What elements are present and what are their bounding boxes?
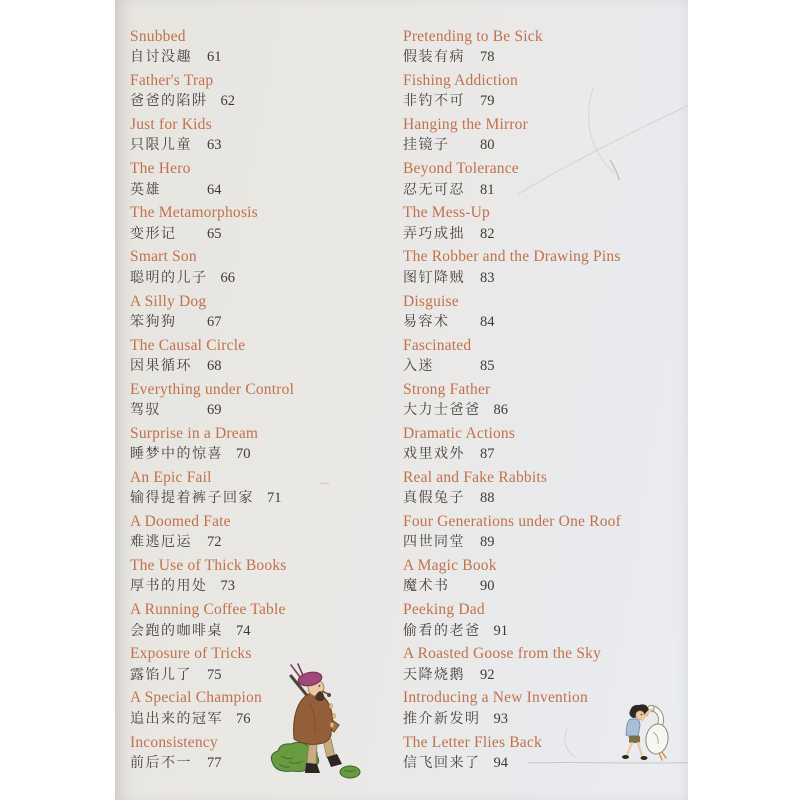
entry-title-zh: 爸爸的陷阱 — [130, 94, 208, 110]
entry-page-number: 74 — [236, 622, 251, 639]
entry-subtitle-row — [403, 753, 678, 774]
entry-page-number: 86 — [493, 402, 508, 419]
entry-page-number: 84 — [480, 313, 495, 330]
entry-page-number: 62 — [220, 93, 235, 110]
toc-entry — [403, 291, 678, 334]
entry-page-number: 93 — [493, 710, 508, 727]
toc-entry — [403, 599, 678, 642]
entry-subtitle-row — [130, 621, 405, 642]
toc-entry — [403, 423, 678, 466]
entry-page-number: 69 — [207, 402, 222, 419]
entry-title-en: Exposure of Tricks — [130, 645, 252, 663]
entry-title-en: Peeking Dad — [403, 601, 485, 619]
entry-title-zh: 只限儿童 — [130, 138, 192, 154]
entry-subtitle-row — [403, 356, 678, 377]
entry-subtitle-row — [403, 180, 678, 201]
entry-title-zh: 四世同堂 — [403, 535, 465, 551]
entry-title-zh: 睡梦中的惊喜 — [130, 447, 223, 463]
entry-title-zh: 露馅儿了 — [130, 667, 192, 683]
entry-subtitle-row — [130, 444, 405, 465]
entry-page-number: 75 — [207, 666, 222, 683]
toc-entry — [403, 643, 678, 686]
entry-subtitle-row — [130, 180, 405, 201]
toc-entry — [130, 158, 405, 201]
entry-subtitle-row — [130, 709, 405, 730]
entry-page-number: 61 — [207, 49, 222, 66]
entry-title-zh: 戏里戏外 — [403, 447, 465, 463]
entry-subtitle-row — [130, 576, 405, 597]
entry-title-en: Fascinated — [403, 336, 472, 354]
entry-page-number: 88 — [480, 490, 495, 507]
entry-title-en: The Hero — [130, 160, 191, 178]
entry-title-en: Inconsistency — [130, 733, 218, 751]
toc-entry — [130, 599, 405, 642]
toc-entry — [403, 246, 678, 289]
entry-title-zh: 魔术书 — [403, 579, 450, 595]
toc-entry — [403, 687, 678, 730]
entry-title-en: Four Generations under One Roof — [403, 513, 621, 531]
entry-title-en: Just for Kids — [130, 116, 212, 134]
toc-entry — [130, 291, 405, 334]
entry-title-en: Snubbed — [130, 28, 186, 45]
toc-entry — [130, 423, 405, 466]
entry-title-en: Beyond Tolerance — [403, 160, 519, 178]
toc-entry — [403, 158, 678, 201]
entry-title-en: Strong Father — [403, 380, 491, 398]
toc-entry — [403, 70, 678, 113]
entry-title-en: Pretending to Be Sick — [403, 28, 543, 45]
entry-title-zh: 弄巧成拙 — [403, 226, 465, 242]
entry-subtitle-row — [130, 268, 405, 289]
entry-title-zh: 忍无可忍 — [403, 182, 465, 198]
entry-title-zh: 会跑的咖啡桌 — [130, 623, 223, 639]
entry-subtitle-row — [403, 532, 678, 553]
entry-page-number: 67 — [207, 313, 222, 330]
toc-entry — [403, 202, 678, 245]
entry-title-en: A Silly Dog — [130, 292, 207, 310]
entry-subtitle-row — [403, 576, 678, 597]
toc-entry — [403, 467, 678, 510]
entry-title-zh: 真假兔子 — [403, 491, 465, 507]
entry-page-number: 63 — [207, 137, 222, 154]
entry-title-en: A Roasted Goose from the Sky — [403, 645, 602, 663]
entry-page-number: 90 — [480, 578, 495, 595]
entry-page-number: 87 — [480, 446, 495, 463]
toc-column-left — [130, 26, 405, 776]
entry-subtitle-row — [403, 312, 678, 333]
entry-title-zh: 假装有病 — [403, 50, 465, 66]
entry-page-number: 89 — [480, 534, 495, 551]
entry-subtitle-row — [130, 356, 405, 377]
entry-subtitle-row — [403, 621, 678, 642]
entry-title-zh: 大力士爸爸 — [403, 403, 481, 419]
toc-entry — [130, 379, 405, 422]
entry-page-number: 81 — [480, 181, 495, 198]
entry-page-number: 78 — [480, 49, 495, 66]
entry-page-number: 92 — [480, 666, 495, 683]
entry-subtitle-row — [403, 224, 678, 245]
entry-title-en: A Doomed Fate — [130, 513, 231, 531]
entry-title-zh: 英雄 — [130, 182, 161, 198]
entry-title-en: The Causal Circle — [130, 336, 246, 354]
entry-page-number: 68 — [207, 357, 222, 374]
entry-title-zh: 天降烧鹅 — [403, 667, 465, 683]
entry-title-en: Introducing a New Invention — [403, 689, 588, 707]
toc-entry — [130, 202, 405, 245]
toc-entry — [130, 732, 405, 775]
toc-entry — [403, 555, 678, 598]
entry-title-zh: 偷看的老爸 — [403, 623, 481, 639]
toc-entry — [403, 26, 678, 69]
entry-subtitle-row — [403, 47, 678, 68]
entry-subtitle-row — [130, 312, 405, 333]
entry-subtitle-row — [403, 91, 678, 112]
entry-subtitle-row — [403, 135, 678, 156]
entry-page-number: 77 — [207, 754, 222, 771]
entry-subtitle-row — [403, 488, 678, 509]
toc-entry — [130, 643, 405, 686]
entry-page-number: 91 — [493, 622, 508, 639]
entry-title-zh: 变形记 — [130, 226, 177, 242]
entry-title-zh: 聪明的儿子 — [130, 270, 208, 286]
entry-page-number: 66 — [220, 269, 235, 286]
entry-page-number: 79 — [480, 93, 495, 110]
toc-entry — [130, 511, 405, 554]
entry-title-zh: 易容术 — [403, 314, 450, 330]
entry-title-zh: 挂镜子 — [403, 138, 450, 154]
entry-title-zh: 因果循环 — [130, 358, 192, 374]
entry-subtitle-row — [403, 444, 678, 465]
entry-title-en: A Magic Book — [403, 557, 497, 575]
entry-subtitle-row — [130, 532, 405, 553]
toc-column-right — [403, 26, 678, 776]
entry-title-en: The Metamorphosis — [130, 204, 258, 222]
entry-page-number: 82 — [480, 225, 495, 242]
entry-subtitle-row — [130, 488, 405, 509]
entry-title-zh: 自讨没趣 — [130, 50, 192, 66]
toc-entry — [130, 26, 405, 69]
entry-title-zh: 笨狗狗 — [130, 314, 177, 330]
entry-subtitle-row — [130, 47, 405, 68]
entry-title-zh: 厚书的用处 — [130, 579, 208, 595]
toc-entry — [130, 114, 405, 157]
toc-entry — [403, 114, 678, 157]
entry-subtitle-row — [130, 400, 405, 421]
entry-title-zh: 推介新发明 — [403, 711, 481, 727]
toc-entry — [130, 555, 405, 598]
entry-title-zh: 追出来的冠军 — [130, 711, 223, 727]
entry-title-en: Disguise — [403, 292, 459, 310]
toc-entry — [403, 732, 678, 775]
entry-title-en: The Use of Thick Books — [130, 557, 287, 575]
entry-title-zh: 输得提着裤子回家 — [130, 491, 254, 507]
toc-entry — [130, 335, 405, 378]
entry-page-number: 72 — [207, 534, 222, 551]
book-page — [115, 0, 688, 800]
entry-title-zh: 图钉降贼 — [403, 270, 465, 286]
entry-page-number: 73 — [220, 578, 235, 595]
entry-subtitle-row — [130, 753, 405, 774]
entry-page-number: 65 — [207, 225, 222, 242]
entry-subtitle-row — [130, 224, 405, 245]
entry-subtitle-row — [403, 665, 678, 686]
entry-title-en: Dramatic Actions — [403, 424, 516, 442]
entry-title-en: A Special Champion — [130, 689, 262, 707]
entry-title-en: Fishing Addiction — [403, 72, 518, 90]
entry-subtitle-row — [130, 135, 405, 156]
toc-entry — [130, 687, 405, 730]
entry-page-number: 80 — [480, 137, 495, 154]
entry-page-number: 71 — [267, 490, 282, 507]
entry-page-number: 85 — [480, 357, 495, 374]
entry-title-en: The Robber and the Drawing Pins — [403, 248, 621, 266]
entry-page-number: 64 — [207, 181, 222, 198]
entry-title-zh: 难逃厄运 — [130, 535, 192, 551]
entry-title-en: Real and Fake Rabbits — [403, 468, 548, 486]
entry-title-en: Everything under Control — [130, 380, 295, 398]
toc-entry — [130, 70, 405, 113]
entry-page-number: 70 — [236, 446, 251, 463]
entry-title-zh: 前后不一 — [130, 755, 192, 771]
entry-title-zh: 入迷 — [403, 358, 434, 374]
entry-subtitle-row — [403, 268, 678, 289]
entry-subtitle-row — [130, 665, 405, 686]
entry-title-zh: 驾驭 — [130, 403, 161, 419]
entry-title-en: The Mess-Up — [403, 204, 491, 222]
entry-title-en: An Epic Fail — [130, 468, 212, 486]
entry-subtitle-row — [403, 400, 678, 421]
toc-entry — [403, 335, 678, 378]
toc-entry — [130, 246, 405, 289]
toc-entry — [130, 467, 405, 510]
entry-title-en: Surprise in a Dream — [130, 424, 259, 442]
entry-subtitle-row — [130, 91, 405, 112]
entry-page-number: 83 — [480, 269, 495, 286]
entry-title-en: Hanging the Mirror — [403, 116, 528, 134]
entry-title-zh: 信飞回来了 — [403, 755, 481, 771]
entry-title-en: Father's Trap — [130, 72, 214, 90]
entry-title-en: The Letter Flies Back — [403, 733, 542, 751]
entry-page-number: 94 — [493, 754, 508, 771]
toc-entry — [403, 379, 678, 422]
entry-subtitle-row — [403, 709, 678, 730]
entry-title-zh: 非钓不可 — [403, 94, 465, 110]
entry-title-en: Smart Son — [130, 248, 197, 266]
entry-page-number: 76 — [236, 710, 251, 727]
entry-title-en: A Running Coffee Table — [130, 601, 286, 619]
toc-entry — [403, 511, 678, 554]
